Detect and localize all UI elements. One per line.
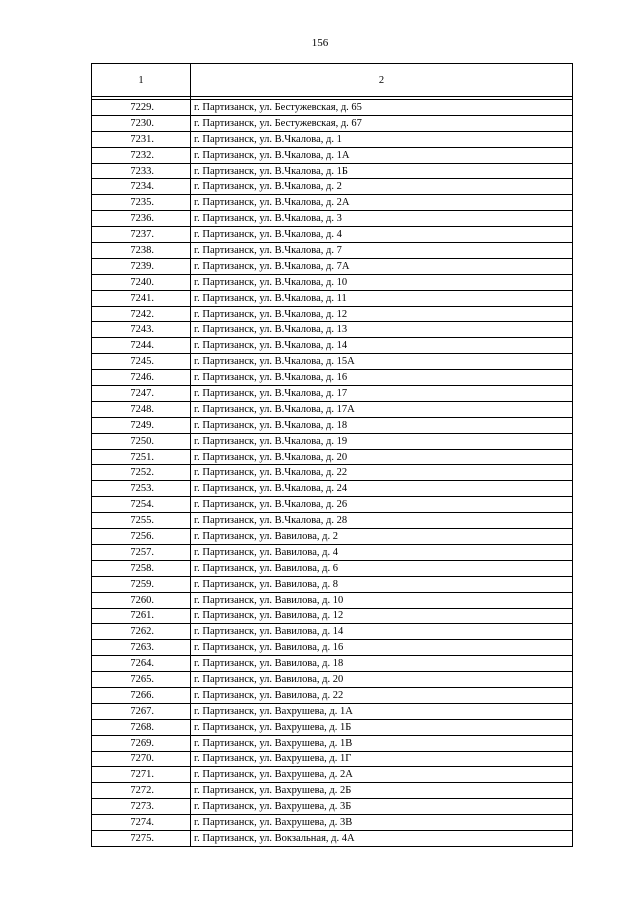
address-cell: г. Партизанск, ул. В.Чкалова, д. 19 [191,433,573,449]
table-row [92,401,573,417]
address-cell: г. Партизанск, ул. Вахрушева, д. 1В [191,735,573,751]
address-cell: г. Партизанск, ул. В.Чкалова, д. 7А [191,258,573,274]
address-cell: г. Партизанск, ул. В.Чкалова, д. 22 [191,465,573,481]
address-cell: г. Партизанск, ул. Вокзальная, д. 4А [191,830,573,846]
row-number-cell: 7259. [92,576,191,592]
row-number-cell: 7236. [92,211,191,227]
row-number-cell: 7254. [92,497,191,513]
table-row [92,386,573,402]
table-row [92,703,573,719]
table-row [92,274,573,290]
table-row [92,195,573,211]
table-row [92,449,573,465]
address-cell: г. Партизанск, ул. Вавилова, д. 18 [191,656,573,672]
table-row [92,529,573,545]
row-number-cell: 7250. [92,433,191,449]
table-row [92,767,573,783]
row-number-cell: 7237. [92,227,191,243]
row-number-cell: 7258. [92,560,191,576]
header-row [92,64,573,97]
table-row [92,719,573,735]
row-number-cell: 7262. [92,624,191,640]
table-row [92,656,573,672]
table-row [92,290,573,306]
table-body [92,100,573,847]
table-row [92,370,573,386]
table-row [92,306,573,322]
table-row [92,735,573,751]
table-row [92,640,573,656]
address-cell: г. Партизанск, ул. Вавилова, д. 22 [191,687,573,703]
table-row [92,592,573,608]
address-cell: г. Партизанск, ул. Вавилова, д. 6 [191,560,573,576]
table-row [92,322,573,338]
table-row [92,433,573,449]
address-table [91,63,573,847]
address-cell: г. Партизанск, ул. В.Чкалова, д. 16 [191,370,573,386]
table-row [92,751,573,767]
table-row [92,227,573,243]
row-number-cell: 7272. [92,783,191,799]
table-row [92,687,573,703]
address-cell: г. Партизанск, ул. В.Чкалова, д. 17А [191,401,573,417]
address-cell: г. Партизанск, ул. В.Чкалова, д. 4 [191,227,573,243]
row-number-cell: 7232. [92,147,191,163]
address-cell: г. Партизанск, ул. В.Чкалова, д. 18 [191,417,573,433]
address-cell: г. Партизанск, ул. В.Чкалова, д. 2А [191,195,573,211]
row-number-cell: 7274. [92,815,191,831]
table-row [92,830,573,846]
row-number-cell: 7269. [92,735,191,751]
row-number-cell: 7251. [92,449,191,465]
address-cell: г. Партизанск, ул. В.Чкалова, д. 10 [191,274,573,290]
address-cell: г. Партизанск, ул. В.Чкалова, д. 11 [191,290,573,306]
table-row [92,115,573,131]
table-row [92,815,573,831]
address-cell: г. Партизанск, ул. В.Чкалова, д. 20 [191,449,573,465]
table-header [92,64,573,97]
table-row [92,100,573,116]
table-row [92,243,573,259]
address-cell: г. Партизанск, ул. Вахрушева, д. 3Б [191,799,573,815]
row-number-cell: 7260. [92,592,191,608]
table-row [92,481,573,497]
table-row [92,417,573,433]
row-number-cell: 7267. [92,703,191,719]
row-number-cell: 7234. [92,179,191,195]
address-cell: г. Партизанск, ул. Вавилова, д. 16 [191,640,573,656]
address-cell: г. Партизанск, ул. Бестужевская, д. 65 [191,100,573,116]
table-row [92,465,573,481]
address-cell: г. Партизанск, ул. Вахрушева, д. 1Г [191,751,573,767]
column-header-address: 2 [191,64,573,97]
row-number-cell: 7263. [92,640,191,656]
table-row [92,560,573,576]
address-cell: г. Партизанск, ул. Вахрушева, д. 1Б [191,719,573,735]
row-number-cell: 7264. [92,656,191,672]
address-cell: г. Партизанск, ул. Вавилова, д. 12 [191,608,573,624]
row-number-cell: 7252. [92,465,191,481]
page-number: 156 [311,37,329,49]
table-row [92,576,573,592]
address-cell: г. Партизанск, ул. В.Чкалова, д. 28 [191,513,573,529]
row-number-cell: 7249. [92,417,191,433]
address-cell: г. Партизанск, ул. В.Чкалова, д. 13 [191,322,573,338]
row-number-cell: 7235. [92,195,191,211]
row-number-cell: 7230. [92,115,191,131]
table-row [92,179,573,195]
row-number-cell: 7257. [92,544,191,560]
row-number-cell: 7238. [92,243,191,259]
row-number-cell: 7265. [92,672,191,688]
address-cell: г. Партизанск, ул. Вавилова, д. 10 [191,592,573,608]
table-row [92,799,573,815]
address-cell: г. Партизанск, ул. В.Чкалова, д. 14 [191,338,573,354]
column-header-number: 1 [92,64,191,97]
table-row [92,624,573,640]
row-number-cell: 7270. [92,751,191,767]
row-number-cell: 7242. [92,306,191,322]
row-number-cell: 7253. [92,481,191,497]
row-number-cell: 7233. [92,163,191,179]
address-cell: г. Партизанск, ул. В.Чкалова, д. 26 [191,497,573,513]
address-cell: г. Партизанск, ул. Бестужевская, д. 67 [191,115,573,131]
address-cell: г. Партизанск, ул. В.Чкалова, д. 24 [191,481,573,497]
row-number-cell: 7245. [92,354,191,370]
table-row [92,211,573,227]
row-number-cell: 7231. [92,131,191,147]
row-number-cell: 7268. [92,719,191,735]
row-number-cell: 7255. [92,513,191,529]
row-number-cell: 7243. [92,322,191,338]
table-row [92,354,573,370]
table-row [92,131,573,147]
address-cell: г. Партизанск, ул. В.Чкалова, д. 7 [191,243,573,259]
table-row [92,163,573,179]
row-number-cell: 7248. [92,401,191,417]
address-cell: г. Партизанск, ул. В.Чкалова, д. 1А [191,147,573,163]
address-cell: г. Партизанск, ул. Вавилова, д. 8 [191,576,573,592]
address-cell: г. Партизанск, ул. Вавилова, д. 14 [191,624,573,640]
address-cell: г. Партизанск, ул. Вахрушева, д. 2А [191,767,573,783]
address-cell: г. Партизанск, ул. В.Чкалова, д. 3 [191,211,573,227]
address-cell: г. Партизанск, ул. В.Чкалова, д. 2 [191,179,573,195]
row-number-cell: 7275. [92,830,191,846]
row-number-cell: 7240. [92,274,191,290]
address-cell: г. Партизанск, ул. Вахрушева, д. 2Б [191,783,573,799]
row-number-cell: 7247. [92,386,191,402]
row-number-cell: 7239. [92,258,191,274]
address-cell: г. Партизанск, ул. Вахрушева, д. 3В [191,815,573,831]
row-number-cell: 7256. [92,529,191,545]
address-cell: г. Партизанск, ул. Вавилова, д. 2 [191,529,573,545]
address-cell: г. Партизанск, ул. Вавилова, д. 4 [191,544,573,560]
table-row [92,608,573,624]
row-number-cell: 7273. [92,799,191,815]
table-row [92,672,573,688]
row-number-cell: 7241. [92,290,191,306]
table-row [92,147,573,163]
row-number-cell: 7246. [92,370,191,386]
row-number-cell: 7271. [92,767,191,783]
table-row [92,338,573,354]
table-row [92,497,573,513]
row-number-cell: 7266. [92,687,191,703]
address-cell: г. Партизанск, ул. В.Чкалова, д. 1Б [191,163,573,179]
address-cell: г. Партизанск, ул. В.Чкалова, д. 1 [191,131,573,147]
address-cell: г. Партизанск, ул. Вахрушева, д. 1А [191,703,573,719]
table-row [92,258,573,274]
address-cell: г. Партизанск, ул. В.Чкалова, д. 12 [191,306,573,322]
address-cell: г. Партизанск, ул. Вавилова, д. 20 [191,672,573,688]
table-row [92,513,573,529]
row-number-cell: 7229. [92,100,191,116]
address-cell: г. Партизанск, ул. В.Чкалова, д. 15А [191,354,573,370]
table-row [92,783,573,799]
table-row [92,544,573,560]
row-number-cell: 7244. [92,338,191,354]
address-cell: г. Партизанск, ул. В.Чкалова, д. 17 [191,386,573,402]
row-number-cell: 7261. [92,608,191,624]
